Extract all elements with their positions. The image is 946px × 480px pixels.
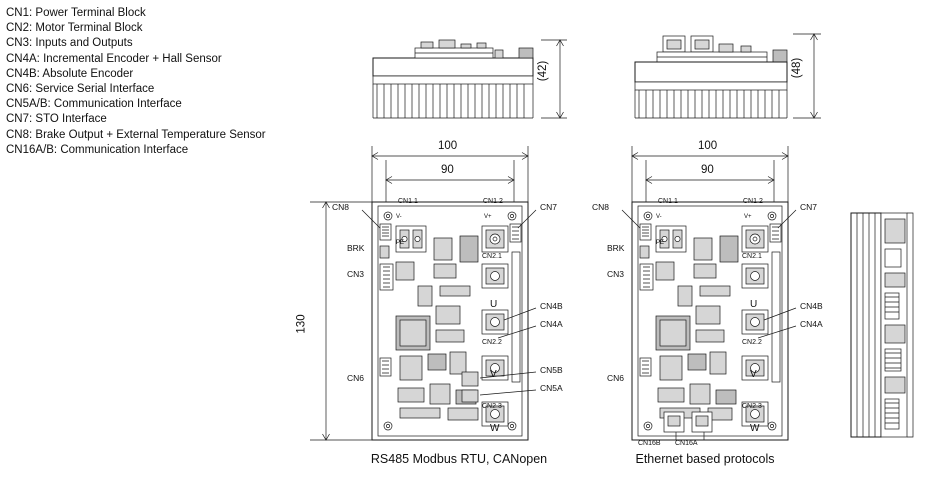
- label-phase-u-left: U: [490, 299, 498, 310]
- label-cn2-3-right: CN2.3: [742, 403, 762, 410]
- label-vplus-left: V+: [484, 214, 492, 220]
- callout-cn7-left-board: CN7: [540, 202, 558, 212]
- legend-item: CN6: Service Serial Interface: [6, 83, 155, 96]
- board-left-drawing: [300, 140, 600, 460]
- label-vplus-right: V+: [744, 214, 752, 220]
- side-left-height-dimension: (42): [537, 60, 550, 82]
- label-cn1-1-right: CN1.1: [658, 198, 678, 205]
- label-cn2-3-left: CN2.3: [482, 403, 502, 410]
- callout-cn6-left: CN6: [347, 373, 365, 383]
- board-left-height-dim: 130: [295, 314, 308, 334]
- callout-cn3-right: CN3: [607, 269, 625, 279]
- side-view-left-drawing: [355, 20, 585, 125]
- board-right-caption: Ethernet based protocols: [635, 452, 775, 466]
- board-right-inner-width-dim: 90: [701, 164, 714, 176]
- board-view-right: [580, 140, 880, 460]
- legend-item: CN16A/B: Communication Interface: [6, 143, 189, 156]
- side-right-height-dimension: (48): [791, 57, 804, 79]
- label-phase-w-right: W: [750, 423, 760, 434]
- callout-cn3-left: CN3: [347, 269, 365, 279]
- callout-brk-left: BRK: [347, 243, 365, 253]
- callout-cn6-right: CN6: [607, 373, 625, 383]
- side-profile-drawing: [845, 205, 945, 445]
- label-pe-left: PE: [396, 240, 405, 246]
- callout-brk-right: BRK: [607, 243, 625, 253]
- legend-item: CN7: STO Interface: [6, 113, 107, 126]
- callout-cn4b-left-board: CN4B: [540, 301, 563, 311]
- board-right-drawing: [580, 140, 880, 460]
- label-cn2-1-left: CN2.1: [482, 253, 502, 260]
- callout-cn5b-left-board: CN5B: [540, 365, 563, 375]
- legend-item: CN8: Brake Output + External Temperature Sensor: [6, 128, 266, 141]
- board-left-caption: RS485 Modbus RTU, CANopen: [370, 452, 548, 466]
- board-right-outer-width-dim: 100: [698, 140, 718, 152]
- side-view-left: [355, 20, 585, 125]
- label-cn1-1-left: CN1.1: [398, 198, 418, 205]
- label-vminus-right: V-: [656, 214, 662, 220]
- legend-item: CN5A/B: Communication Interface: [6, 98, 182, 111]
- board-view-left: [295, 140, 600, 460]
- legend-item: CN3: Inputs and Outputs: [6, 37, 133, 50]
- label-phase-u-right: U: [750, 299, 758, 310]
- legend-item: CN4A: Incremental Encoder + Hall Sensor: [6, 52, 222, 65]
- label-pe-right: PE: [656, 240, 665, 246]
- label-vminus-left: V-: [396, 214, 402, 220]
- callout-cn16a: CN16A: [675, 440, 698, 447]
- callout-cn4a-right-board: CN4A: [800, 319, 823, 329]
- label-cn1-2-left: CN1.2: [483, 198, 503, 205]
- callout-cn5a-left-board: CN5A: [540, 383, 563, 393]
- side-view-right: [615, 14, 845, 124]
- legend-item: CN4B: Absolute Encoder: [6, 67, 134, 80]
- label-cn2-2-left: CN2.2: [482, 339, 502, 346]
- label-cn1-2-right: CN1.2: [743, 198, 763, 205]
- side-view-right-drawing: [615, 14, 845, 124]
- callout-cn4a-left-board: CN4A: [540, 319, 563, 329]
- label-phase-w-left: W: [490, 423, 500, 434]
- callout-cn8-left: CN8: [332, 202, 350, 212]
- callout-cn8-right: CN8: [592, 202, 610, 212]
- label-phase-v-left: V: [490, 369, 497, 380]
- label-cn2-1-right: CN2.1: [742, 253, 762, 260]
- label-cn2-2-right: CN2.2: [742, 339, 762, 346]
- board-left-outer-width-dim: 100: [438, 140, 458, 152]
- legend-item: CN1: Power Terminal Block: [6, 7, 146, 19]
- callout-cn16b: CN16B: [638, 440, 661, 447]
- side-profile-far-right: [845, 205, 945, 445]
- callout-cn7-right-board: CN7: [800, 202, 818, 212]
- connector-legend: [6, 6, 336, 158]
- board-left-inner-width-dim: 90: [441, 164, 454, 176]
- callout-cn4b-right-board: CN4B: [800, 301, 823, 311]
- label-phase-v-right: V: [750, 369, 757, 380]
- legend-item: CN2: Motor Terminal Block: [6, 22, 143, 35]
